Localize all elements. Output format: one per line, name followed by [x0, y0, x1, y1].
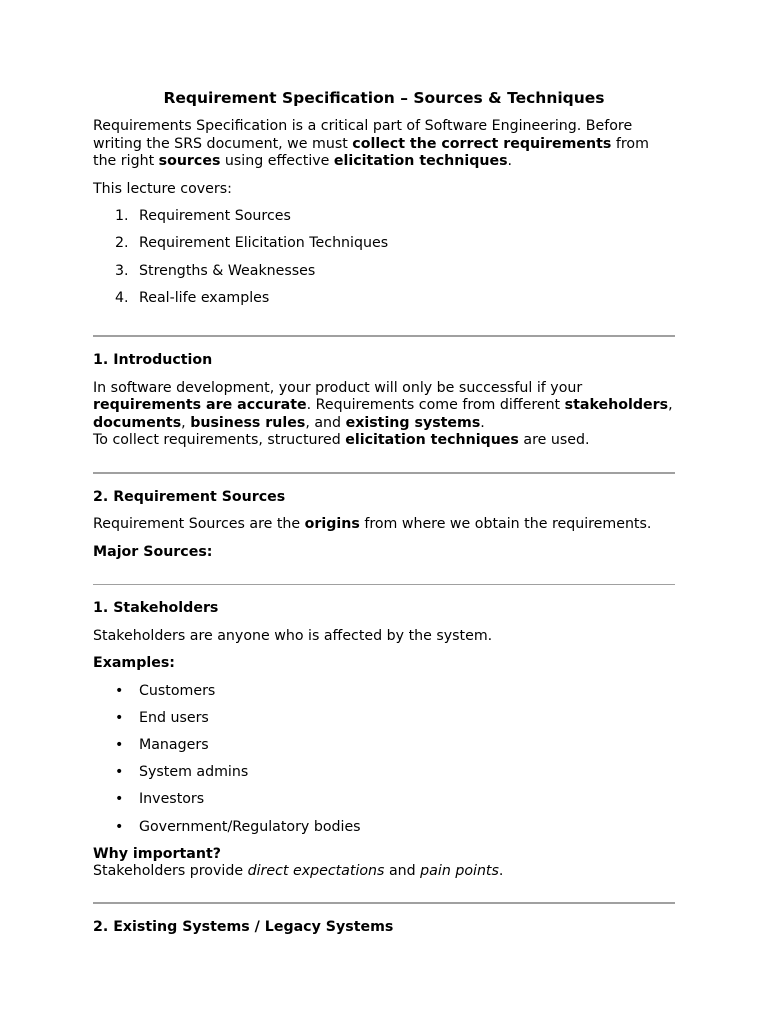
bullet-icon: • [115, 682, 124, 699]
subsection-divider [93, 584, 675, 585]
bullet-icon: • [115, 818, 124, 835]
section-divider [93, 335, 675, 337]
list-item: 2. Requirement Elicitation Techniques [115, 235, 389, 252]
document-content [93, 88, 675, 946]
subsection-heading-stakeholders: 1. Stakeholders [93, 600, 219, 617]
list-item: 1. Requirement Sources [115, 208, 291, 224]
list-item: • System admins [115, 764, 249, 781]
list-item: • End users [115, 709, 209, 726]
why-important-text: Stakeholders provide direct expectations and pain points. [93, 863, 504, 880]
examples-label: Examples: [93, 655, 175, 672]
intro-paragraph: Requirements Specification is a critical part of Software Engineering. Before writing the SRS document, we must collect the correct requirements from the right sources using effective elicitation techniques. [93, 118, 649, 169]
list-item: • Government/Regulatory bodies [115, 818, 361, 835]
bullet-icon: • [115, 791, 124, 808]
major-sources-label: Major Sources: [93, 543, 213, 560]
bullet-icon: • [115, 709, 124, 726]
section-heading-sources: 2. Requirement Sources [93, 488, 286, 505]
bullet-icon: • [115, 737, 124, 754]
list-item: 3. Strengths & Weaknesses [115, 262, 316, 279]
section-divider [93, 902, 675, 904]
list-item: • Customers [115, 682, 216, 699]
section-divider [93, 472, 675, 474]
page-title: Requirement Specification – Sources & Techniques [163, 89, 605, 107]
introduction-paragraph-2: To collect requirements, structured elicitation techniques are used. [93, 432, 590, 449]
list-item: • Managers [115, 737, 209, 754]
stakeholders-description: Stakeholders are anyone who is affected by the system. [93, 627, 493, 644]
subsection-heading-existing-systems: 2. Existing Systems / Legacy Systems [93, 918, 394, 935]
why-important-label: Why important? [93, 845, 221, 862]
list-item: • Investors [115, 791, 205, 808]
covers-label: This lecture covers: [93, 180, 232, 197]
stakeholder-examples-list [93, 683, 675, 838]
covers-list [93, 208, 675, 317]
sources-paragraph: Requirement Sources are the origins from where we obtain the requirements. [93, 516, 652, 533]
list-item: 4. Real-life examples [115, 289, 270, 306]
section-heading-introduction: 1. Introduction [93, 352, 213, 369]
bullet-icon: • [115, 764, 124, 781]
introduction-paragraph: In software development, your product will only be successful if your requirements are accurate. Requirements come from different stakeholders, documents, business rules, and existing systems. [93, 379, 673, 431]
